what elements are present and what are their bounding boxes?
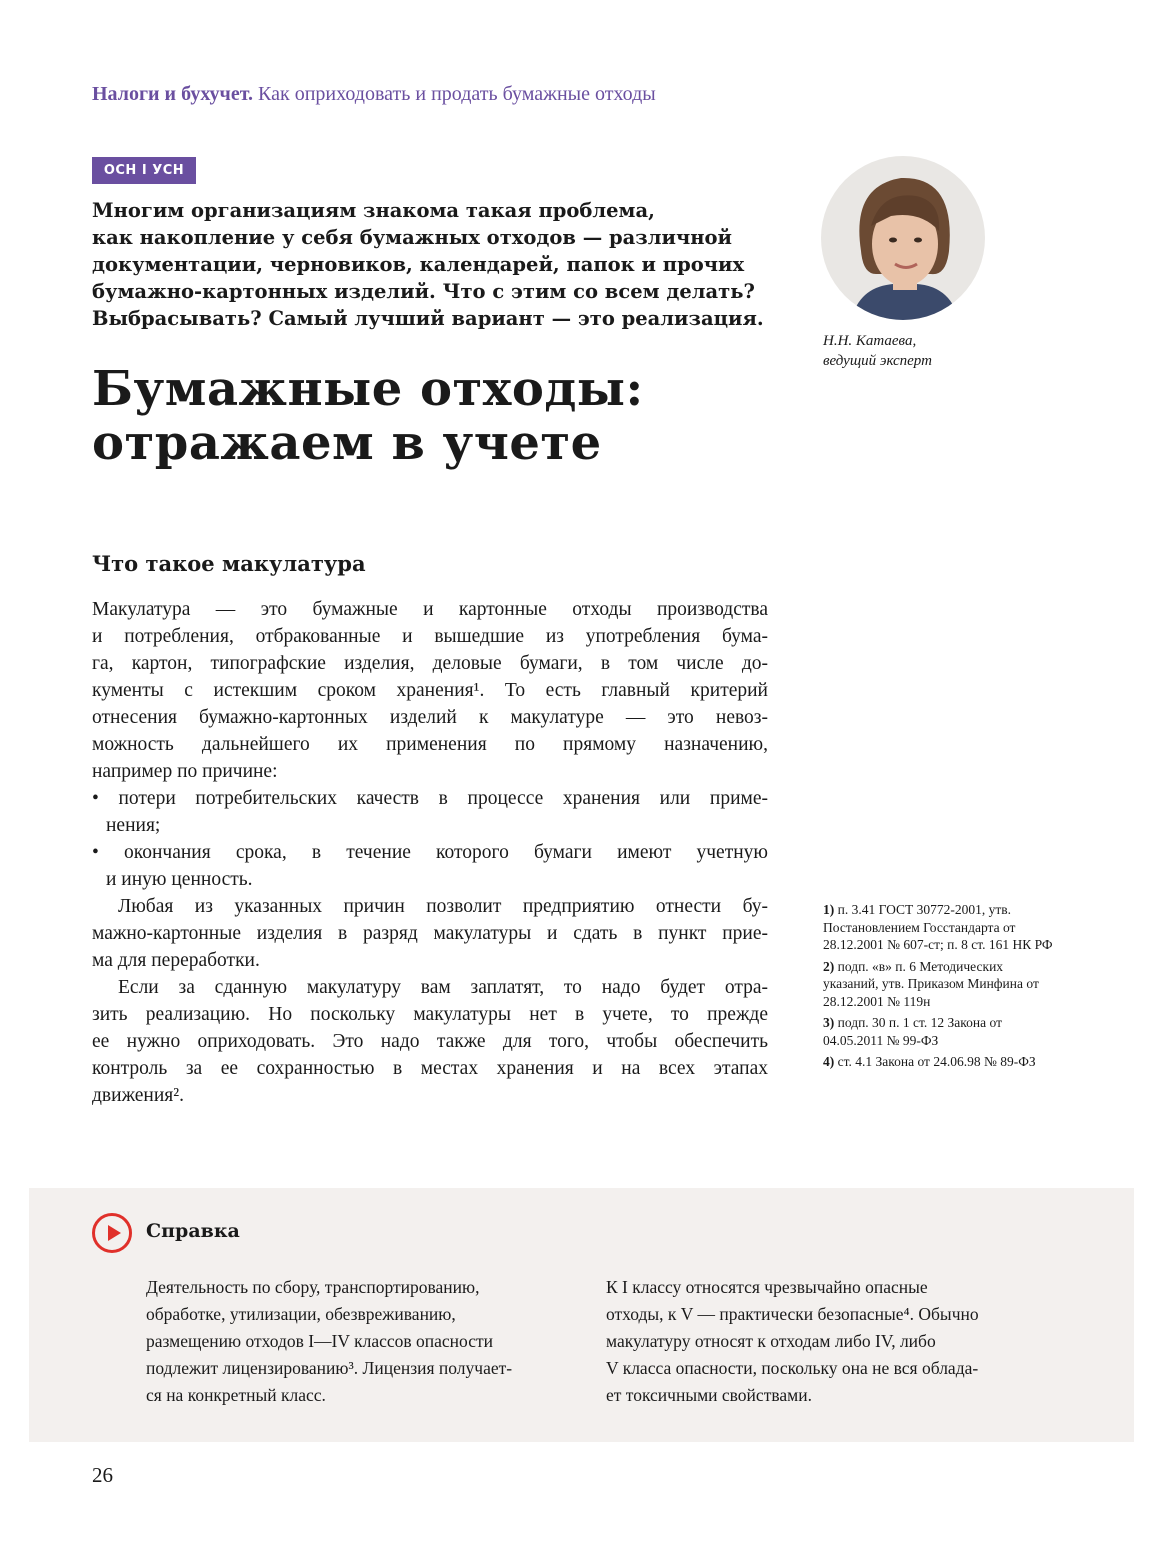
article-subtitle: Как оприходовать и продать бумажные отходы [258, 83, 656, 105]
reference-line: Деятельность по сбору, транспортированию, [146, 1277, 480, 1297]
body-line: движения². [92, 1085, 184, 1106]
footnote [823, 958, 1053, 1011]
section-heading: Что такое макулатура [92, 551, 366, 576]
title-line: Бумажные отходы: [92, 361, 644, 417]
list-item-cont: нения; [106, 815, 161, 836]
footnote-number: 1) [823, 902, 835, 917]
list-item: • потери потребительских качеств в процессе хранения или приме- [92, 788, 768, 809]
footnote [823, 1053, 1053, 1071]
author-role: ведущий эксперт [823, 353, 932, 369]
author-name: Н.Н. Катаева, [823, 333, 917, 349]
body-line: отнесения бумажно-картонных изделий к макулатуре — это невоз- [92, 707, 768, 728]
intro-line: Многим организациям знакома такая проблема, [92, 199, 655, 222]
reference-column-2 [606, 1274, 979, 1409]
tax-regime-badge: ОСН I УСН [92, 157, 196, 184]
title-line: отражаем в учете [92, 415, 602, 471]
rubric-header [92, 83, 656, 106]
intro-line: как накопление у себя бумажных отходов — различной [92, 226, 732, 249]
reference-line: К I классу относятся чрезвычайно опасные [606, 1277, 928, 1297]
intro-line: Выбрасывать? Самый лучший вариант — это реализация. [92, 307, 764, 330]
reference-line: макулатуру относят к отходам либо IV, либо [606, 1331, 936, 1351]
play-circle-icon [92, 1213, 132, 1253]
footnote-text: подп. 30 п. 1 ст. 12 Закона от 04.05.2011 № 99-ФЗ [823, 1015, 1002, 1048]
reference-line: отходы, к V — практически безопасные⁴. Обычно [606, 1304, 979, 1324]
page-number: 26 [92, 1463, 113, 1487]
body-line: мажно-картонные изделия в разряд макулатуры и сдать в пункт прие- [92, 923, 768, 944]
body-line: ее нужно оприходовать. Это надо также для того, чтобы обеспечить [92, 1031, 768, 1052]
intro-line: документации, черновиков, календарей, папок и прочих [92, 253, 745, 276]
author-photo [821, 156, 985, 320]
body-line: кументы с истекшим сроком хранения¹. То есть главный критерий [92, 680, 768, 701]
body-line: га, картон, типографские изделия, деловые бумаги, в том числе до- [92, 653, 768, 674]
intro-line: бумажно-картонных изделий. Что с этим со всем делать? [92, 280, 755, 303]
body-line: Если за сданную макулатуру вам заплатят, то надо будет отра- [118, 977, 768, 998]
footnote-text: подп. «в» п. 6 Методических указаний, утв. Приказом Минфина от 28.12.2001 № 119н [823, 958, 1039, 1009]
section-name: Налоги и бухучет. [92, 83, 254, 105]
body-line: например по причине: [92, 761, 278, 782]
footnote-number: 3) [823, 1015, 835, 1030]
footnotes [823, 901, 1053, 1075]
reference-line: подлежит лицензированию³. Лицензия получает- [146, 1358, 513, 1378]
reference-title: Справка [146, 1220, 240, 1242]
body-line: Макулатура — это бумажные и картонные отходы производства [92, 599, 768, 620]
author-caption [823, 331, 932, 371]
footnote-number: 2) [823, 958, 835, 974]
intro-lead [92, 197, 772, 332]
footnote-text: ст. 4.1 Закона от 24.06.98 № 89-ФЗ [837, 1054, 1036, 1069]
article-body [92, 596, 768, 1109]
body-line: и потребления, отбракованные и вышедшие из употребления бума- [92, 626, 768, 647]
footnote [823, 901, 1053, 954]
body-line: Любая из указанных причин позволит предприятию отнести бу- [118, 896, 768, 917]
footnote-text: п. 3.41 ГОСТ 30772-2001, утв. Постановлением Госстандарта от 28.12.2001 № 607-ст; п. 8 ст. 161 НК РФ [823, 902, 1053, 952]
list-item: • окончания срока, в течение которого бумаги имеют учетную [92, 842, 768, 863]
body-line: ма для переработки. [92, 950, 260, 971]
footnote [823, 1014, 1053, 1049]
body-line: можность дальнейшего их применения по прямому назначению, [92, 734, 768, 755]
body-line: зить реализацию. Но поскольку макулатуры нет в учете, то прежде [92, 1004, 768, 1025]
footnote-number: 4) [823, 1054, 835, 1069]
list-item-cont: и иную ценность. [106, 869, 253, 890]
reference-column-1 [146, 1274, 512, 1409]
reference-line: размещению отходов I—IV классов опасности [146, 1331, 493, 1351]
body-line: контроль за ее сохранностью в местах хранения и на всех этапах [92, 1058, 768, 1079]
article-title [92, 362, 644, 470]
reference-line: обработке, утилизации, обезвреживанию, [146, 1304, 456, 1324]
reference-line: V класса опасности, поскольку она не вся облада- [606, 1358, 979, 1378]
reference-line: ся на конкретный класс. [146, 1385, 326, 1405]
reference-line: ет токсичными свойствами. [606, 1385, 812, 1405]
